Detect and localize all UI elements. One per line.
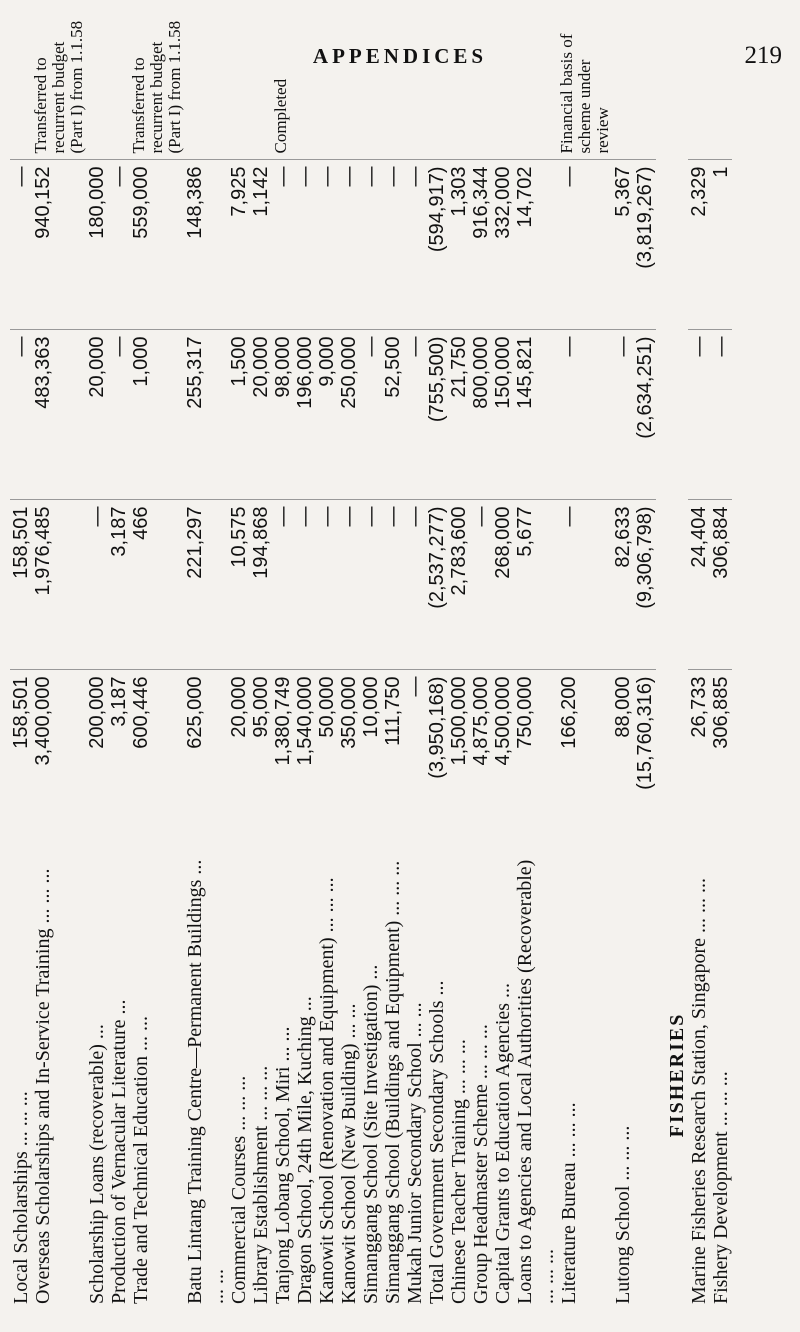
row-value-v3: 20,000 [250, 330, 272, 500]
row-value-v4: — [10, 160, 32, 330]
row-description: Scholarship Loans (recoverable) ... [86, 1024, 108, 1304]
row-value-v1: 1,500,000 [448, 676, 470, 766]
row-value-v2: 2,783,600 [448, 500, 470, 670]
row-value-v2: (9,306,798) [634, 500, 656, 670]
row-value-v1: 600,446 [130, 676, 152, 749]
row-value-v2: 194,868 [250, 500, 272, 670]
table-row [338, 10, 360, 1310]
row-description: Kanowit School (New Building) ... ... [338, 1003, 360, 1304]
row-value-v2: — [86, 500, 108, 670]
table-row [272, 10, 294, 1310]
row-remark [612, 10, 634, 160]
row-description: Loans to Agencies and Local Authorities (Recoverable) ... ... ... [514, 859, 558, 1304]
row-value-v2: — [470, 500, 492, 670]
row-value-v3: 255,317 [184, 330, 228, 500]
table-row [514, 10, 558, 1310]
row-value-v3: — [612, 330, 634, 500]
row-description: Commercial Courses ... ... ... [228, 1075, 250, 1304]
row-description [634, 840, 656, 1310]
table-row [184, 10, 228, 1310]
row-value-v1: 625,000 [184, 676, 206, 749]
row-value-v1: 306,885 [710, 676, 732, 749]
row-value-v4: — [272, 160, 294, 330]
running-head: APPENDICES [312, 44, 488, 68]
table-row [470, 10, 492, 1310]
row-remark [316, 10, 338, 160]
row-value-v1: 20,000 [228, 676, 250, 738]
row-remark [382, 10, 404, 160]
row-value-v3: — [108, 330, 130, 500]
row-value-v2: 24,404 [688, 500, 710, 670]
row-value-v1: 88,000 [612, 676, 634, 738]
table-row [492, 10, 514, 1310]
row-value-v3: — [558, 330, 612, 500]
row-value-v2: — [382, 500, 404, 670]
row-description: Overseas Scholarships and In-Service Training ... ... ... [32, 868, 54, 1304]
row-value-v1: 750,000 [514, 676, 536, 749]
row-value-v4: — [108, 160, 130, 330]
row-value-v4: 5,367 [612, 160, 634, 330]
row-value-v3: 9,000 [316, 330, 338, 500]
row-value-v2: 5,677 [514, 500, 558, 670]
row-value-v1: 3,187 [108, 676, 130, 727]
row-description: Total Government Secondary Schools ... [426, 980, 448, 1304]
row-value-v4: — [382, 160, 404, 330]
row-value-v1: 95,000 [250, 676, 272, 738]
row-value-v3: — [404, 330, 426, 500]
row-remark [470, 10, 492, 160]
table-row [228, 10, 250, 1310]
empty-cell [656, 10, 688, 160]
row-description: Batu Lintang Training Centre—Permanent Buildings ... ... ... [184, 859, 228, 1304]
row-value-v3: (755,500) [426, 330, 448, 500]
table-row [250, 10, 272, 1310]
row-remark [108, 10, 130, 160]
row-value-v2: 466 [130, 500, 184, 670]
row-value-v4: 1 [710, 160, 732, 330]
row-value-v3: — [360, 330, 382, 500]
row-value-v1: 4,875,000 [470, 676, 492, 766]
row-value-v1: 26,733 [688, 676, 710, 738]
table-row [360, 10, 382, 1310]
row-value-v1: 4,500,000 [492, 676, 514, 766]
row-value-v1: 350,000 [338, 676, 360, 749]
row-value-v1: 111,750 [382, 676, 404, 746]
row-value-v2: (2,537,277) [426, 500, 448, 670]
row-value-v2: — [558, 500, 612, 670]
row-value-v4: 180,000 [86, 160, 108, 330]
row-description: Fishery Development ... ... ... [710, 1071, 732, 1304]
row-value-v2: — [316, 500, 338, 670]
row-value-v3: 98,000 [272, 330, 294, 500]
row-remark [426, 10, 448, 160]
table-row [316, 10, 338, 1310]
row-remark: Transferred to recurrent budget (Part I) from 1.1.58 [32, 10, 86, 160]
row-remark [338, 10, 360, 160]
table-row [86, 10, 108, 1310]
row-value-v1: 1,540,000 [294, 676, 316, 766]
row-value-v3: 21,750 [448, 330, 470, 500]
row-remark [294, 10, 316, 160]
row-remark [184, 10, 228, 160]
row-value-v4: 1,303 [448, 160, 470, 330]
row-value-v3: 20,000 [86, 330, 108, 500]
row-remark [710, 10, 732, 160]
row-value-v2: — [294, 500, 316, 670]
table-row [130, 10, 184, 1310]
table-row [382, 10, 404, 1310]
row-value-v1: 50,000 [316, 676, 338, 738]
row-value-v1: 3,400,000 [32, 676, 54, 766]
row-value-v2: 221,297 [184, 500, 228, 670]
row-value-v3: (2,634,251) [634, 330, 656, 500]
row-value-v4: 940,152 [32, 160, 86, 330]
row-value-v2: 268,000 [492, 500, 514, 670]
empty-cell [656, 500, 688, 670]
table-row [10, 10, 32, 1310]
row-value-v4: — [404, 160, 426, 330]
row-value-v1: 10,000 [360, 676, 382, 738]
row-value-v2: 3,187 [108, 500, 130, 670]
table-row [108, 10, 130, 1310]
row-value-v2: — [404, 500, 426, 670]
row-remark [688, 10, 710, 160]
table-row [426, 10, 448, 1310]
row-description: Simanggang School (Site Investigation) ... [360, 964, 382, 1304]
empty-cell [656, 670, 688, 840]
section-heading: FISHERIES [666, 1012, 688, 1138]
row-description: Dragon School, 24th Mile, Kuching ... [294, 996, 316, 1304]
row-remark [514, 10, 558, 160]
row-value-v3: 250,000 [338, 330, 360, 500]
row-description: Group Headmaster Scheme ... ... ... [470, 1024, 492, 1304]
row-value-v4: 916,344 [470, 160, 492, 330]
row-value-v2: 306,884 [710, 500, 732, 670]
row-value-v2: 158,501 [10, 500, 32, 670]
row-description: Production of Vernacular Literature ... [108, 999, 130, 1304]
row-value-v4: (594,917) [426, 160, 448, 330]
row-value-v1: 1,380,749 [272, 676, 294, 766]
row-description: Trade and Technical Education ... ... [130, 1016, 152, 1304]
row-value-v4: 7,925 [228, 160, 250, 330]
row-value-v4: (3,819,267) [634, 160, 656, 330]
row-value-v1: (15,760,316) [634, 676, 656, 790]
row-remark [448, 10, 470, 160]
table-row [32, 10, 86, 1310]
row-value-v4: 2,329 [688, 160, 710, 330]
row-value-v2: 10,575 [228, 500, 250, 670]
row-value-v4: 332,000 [492, 160, 514, 330]
row-description: Library Establishment ... ... ... [250, 1065, 272, 1304]
row-value-v2: — [338, 500, 360, 670]
row-value-v3: 1,500 [228, 330, 250, 500]
table-body [10, 10, 732, 1310]
row-value-v4: 1,142 [250, 160, 272, 330]
row-value-v3: — [710, 330, 732, 500]
budget-table [10, 10, 732, 1310]
row-value-v2: — [360, 500, 382, 670]
empty-cell [656, 160, 688, 330]
table-row [294, 10, 316, 1310]
row-value-v3: 800,000 [470, 330, 492, 500]
row-remark [250, 10, 272, 160]
table-row [558, 10, 612, 1310]
row-value-v1: 158,501 [10, 676, 32, 749]
row-value-v3: — [10, 330, 32, 500]
table-row [634, 10, 656, 1310]
row-description: Local Scholarships ... ... ... [10, 1091, 32, 1304]
row-remark [492, 10, 514, 160]
page-number: 219 [744, 42, 782, 69]
table-row [404, 10, 426, 1310]
row-remark [10, 10, 32, 160]
row-value-v4: 559,000 [130, 160, 184, 330]
section-heading-row [656, 10, 688, 1310]
row-value-v4: 14,702 [514, 160, 558, 330]
row-description: Lutong School ... ... ... [612, 1125, 634, 1304]
table-row [688, 10, 710, 1310]
row-value-v2: 1,976,485 [32, 500, 86, 670]
row-value-v4: — [558, 160, 612, 330]
row-description: Tanjong Lobang School, Miri ... ... [272, 1026, 294, 1304]
row-value-v1: — [404, 676, 426, 697]
row-value-v1: (3,950,168) [426, 676, 448, 779]
table-row [612, 10, 634, 1310]
row-remark [404, 10, 426, 160]
row-value-v4: — [294, 160, 316, 330]
row-description: Capital Grants to Education Agencies ... [492, 982, 514, 1304]
row-value-v3: 196,000 [294, 330, 316, 500]
row-value-v3: — [688, 330, 710, 500]
table-row [448, 10, 470, 1310]
row-value-v3: 52,500 [382, 330, 404, 500]
row-value-v4: 148,386 [184, 160, 228, 330]
row-remark [228, 10, 250, 160]
row-value-v3: 483,363 [32, 330, 86, 500]
row-value-v4: — [360, 160, 382, 330]
row-remark: Completed [272, 10, 294, 160]
row-description: Simanggang School (Buildings and Equipment) ... ... ... [382, 860, 404, 1304]
row-description: Marine Fisheries Research Station, Singapore ... ... ... [688, 877, 710, 1304]
row-value-v1: 166,200 [558, 676, 580, 749]
row-description: Chinese Teacher Training ... ... ... [448, 1039, 470, 1304]
row-remark: Financial basis of scheme under review [558, 10, 612, 160]
row-value-v3: 145,821 [514, 330, 558, 500]
row-remark [634, 10, 656, 160]
row-value-v4: — [338, 160, 360, 330]
row-value-v1: 200,000 [86, 676, 108, 749]
row-value-v3: 150,000 [492, 330, 514, 500]
row-remark: Transferred to recurrent budget (Part I) from 1.1.58 [130, 10, 184, 160]
row-value-v2: — [272, 500, 294, 670]
row-value-v4: — [316, 160, 338, 330]
table-row [710, 10, 732, 1310]
row-remark [360, 10, 382, 160]
row-description: Mukah Junior Secondary School ... ... [404, 1002, 426, 1304]
row-description: Kanowit School (Renovation and Equipment) ... ... ... [316, 877, 338, 1304]
row-remark [86, 10, 108, 160]
row-value-v2: 82,633 [612, 500, 634, 670]
row-description: Literature Bureau ... ... ... [558, 1102, 580, 1304]
empty-cell [656, 330, 688, 500]
row-value-v3: 1,000 [130, 330, 184, 500]
